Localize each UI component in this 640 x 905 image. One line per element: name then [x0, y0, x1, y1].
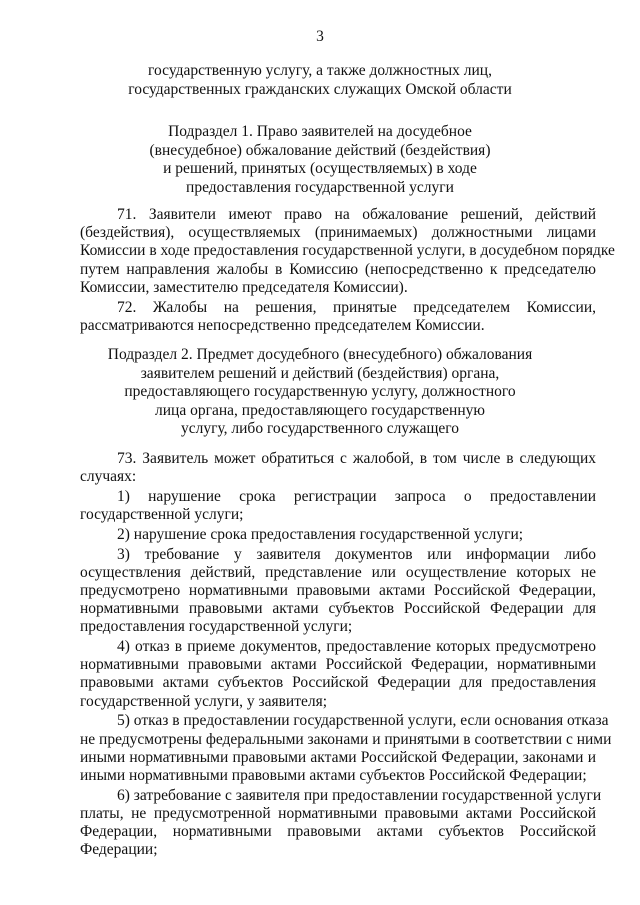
- text-line: 6) затребование с заявителя при предоставлении государственной услуги: [117, 786, 602, 804]
- text-line: платы, не предусмотренной нормативными правовыми актами Российской: [80, 804, 596, 822]
- intro-line: государственную услугу, а также должностных лиц,: [148, 62, 492, 79]
- text-line: Федерации, нормативными правовыми актами субъектов Российской: [80, 823, 596, 841]
- subsection-2-heading: [60, 346, 580, 439]
- text-line: осуществления действий, представление или осуществление которых не: [80, 563, 596, 581]
- text-line: нормативными правовыми актами Российской Федерации, нормативными: [80, 656, 596, 674]
- list-item-5: [80, 712, 612, 785]
- text-line: 71. Заявители имеют право на обжалование решений, действий: [117, 206, 596, 223]
- paragraph-73: [80, 450, 596, 486]
- text-line: государственной услуги, у заявителя;: [80, 692, 328, 710]
- intro-line: государственных гражданских служащих Омской области: [128, 80, 512, 98]
- subsection-1-heading: [60, 123, 580, 197]
- text-line: 2) нарушение срока предоставления государственной услуги;: [117, 525, 524, 543]
- text-line: предусмотрено нормативными правовыми актами Российской Федерации,: [80, 581, 596, 599]
- subsection-2-line: заявителем решений и действий (бездействия) органа,: [140, 364, 500, 382]
- text-line: 1) нарушение срока регистрации запроса о предоставлении: [117, 487, 596, 505]
- list-item-1: [80, 488, 596, 524]
- intro-heading: [60, 62, 580, 99]
- list-item-6: [80, 786, 602, 860]
- list-item-2: [80, 526, 596, 544]
- text-line: 4) отказ в приеме документов, предоставление которых предусмотрено: [117, 638, 596, 656]
- subsection-2-line: лица органа, предоставляющего государственную: [155, 401, 485, 419]
- text-line: случаях:: [80, 468, 137, 486]
- paragraphs-block-a: [80, 206, 615, 336]
- paragraphs-block-b: [80, 450, 612, 861]
- subsection-1-line: и решений, принятых (осуществляемых) в ходе: [163, 160, 477, 177]
- text-line: (бездействия), осуществляемых (принимаемых) должностными лицами: [80, 224, 596, 242]
- text-line: иными нормативными правовыми актами субъектов Российской Федерации;: [80, 766, 587, 784]
- text-line: иными нормативными правовыми актами Российской Федерации, законами и: [80, 748, 596, 766]
- text-line: предоставления государственной услуги;: [80, 618, 353, 636]
- subsection-2-line: предоставляющего государственную услугу, должностного: [124, 383, 516, 400]
- paragraph-72: [80, 299, 596, 335]
- page-number: 3: [316, 28, 324, 45]
- text-line: 3) требование у заявителя документов или информации либо: [117, 545, 596, 563]
- text-line: государственной услуги;: [80, 506, 244, 524]
- subsection-2-line: Подраздел 2. Предмет досудебного (внесудебного) обжалования: [107, 346, 533, 363]
- subsection-1-line: предоставления государственной услуги: [186, 178, 454, 196]
- text-line: рассматриваются непосредственно председателем Комиссии.: [80, 316, 485, 334]
- text-line: Комиссии в ходе предоставления государственной услуги, в досудебном порядке: [80, 242, 615, 260]
- text-line: 5) отказ в предоставлении государственной услуги, если основания отказа: [117, 712, 609, 730]
- text-line: 72. Жалобы на решения, принятые председателем Комиссии,: [117, 298, 596, 316]
- text-line: Федерации;: [80, 841, 158, 859]
- text-line: правовыми актами субъектов Российской Федерации для предоставления: [80, 674, 596, 692]
- text-line: не предусмотрены федеральными законами и принятыми в соответствии с ними: [80, 730, 612, 748]
- subsection-1-line: (внесудебное) обжалование действий (бездействия): [149, 141, 491, 159]
- list-item-3: [80, 546, 596, 637]
- text-line: Комиссии, заместителю председателя Комиссии).: [80, 278, 408, 296]
- paragraph-71: [80, 206, 615, 297]
- subsection-1-line: Подраздел 1. Право заявителей на досудебное: [168, 123, 472, 140]
- text-line: 73. Заявитель может обратиться с жалобой, в том числе в следующих: [117, 450, 596, 467]
- list-item-4: [80, 638, 596, 711]
- text-line: нормативными правовыми актами субъектов Российской Федерации для: [80, 600, 596, 618]
- text-line: путем направления жалобы в Комиссию (непосредственно к председателю: [80, 260, 596, 278]
- subsection-2-line: услугу, либо государственного служащего: [180, 420, 460, 437]
